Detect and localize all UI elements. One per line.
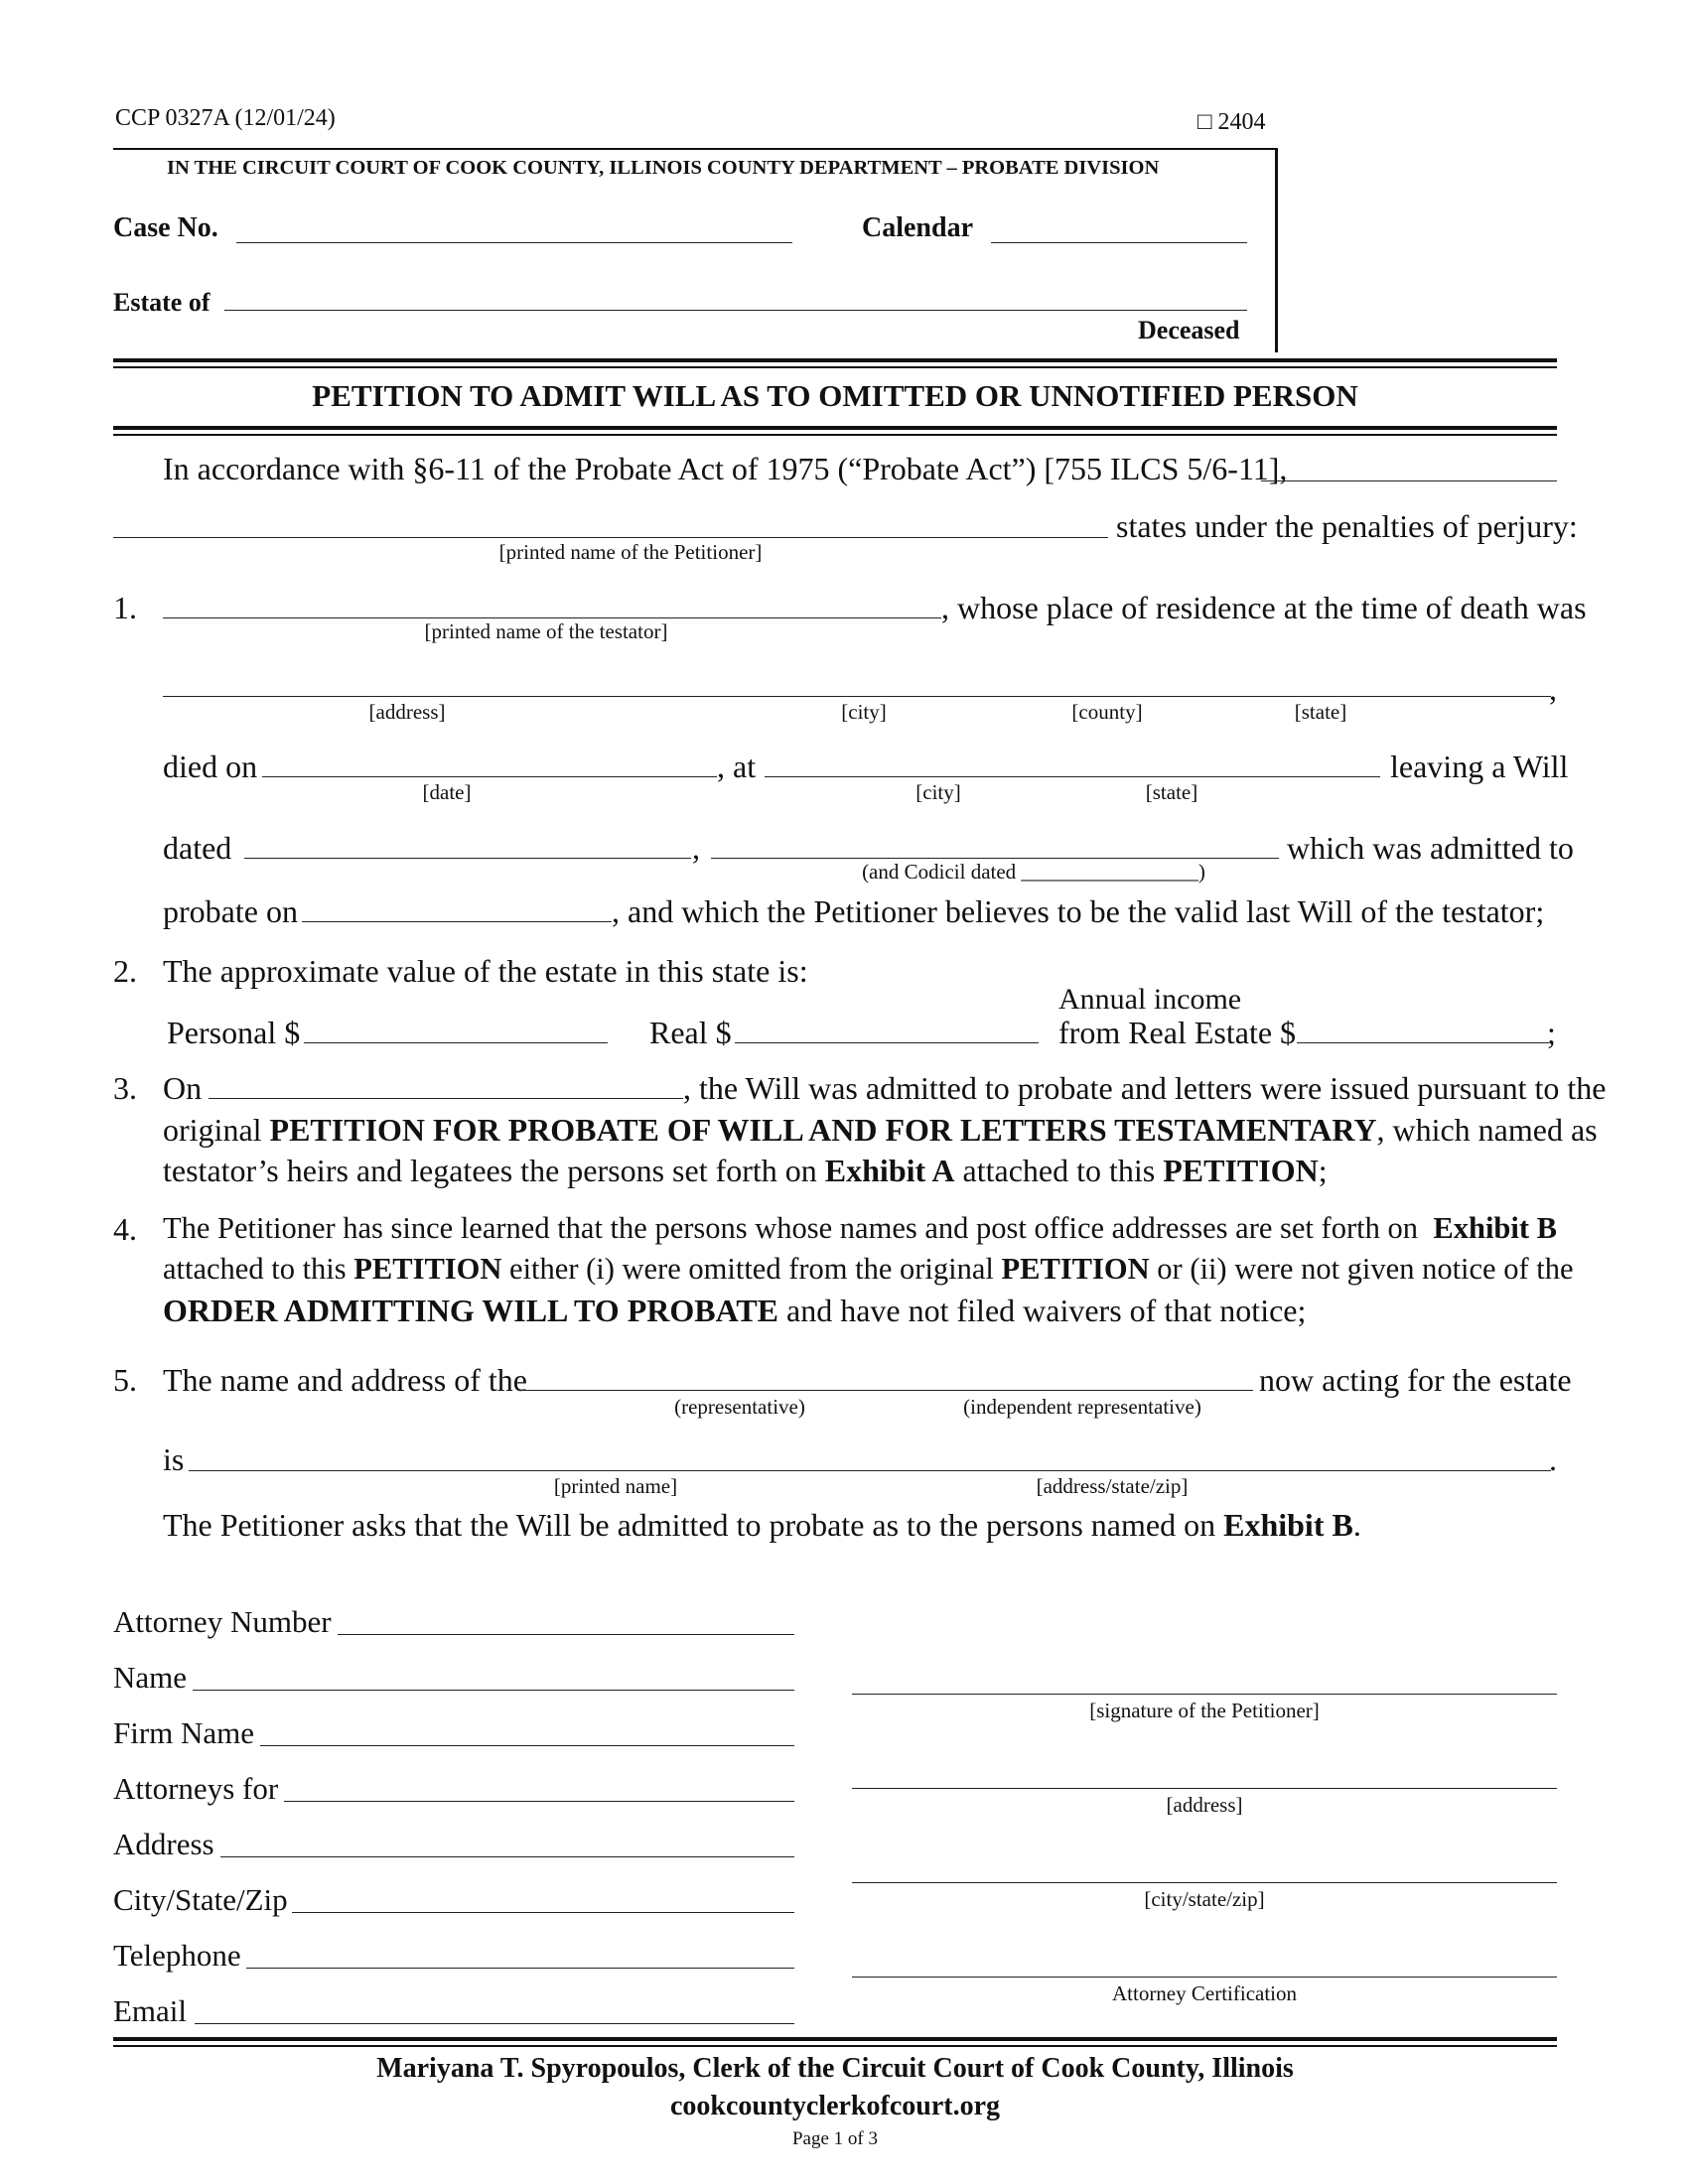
petitioner-name-input[interactable] [113,537,1108,538]
caption-petitioner: [printed name of the Petitioner] [498,540,763,564]
telephone-input[interactable] [246,1968,794,1969]
item3-line2: original PETITION FOR PROBATE OF WILL AND FOR LETTERS TESTAMENTARY , which named as [163,1112,1598,1148]
item3-on: On [163,1070,203,1106]
caption-state: [state] [1294,700,1347,724]
caption-date: [date] [422,780,472,804]
dated-comma: , [692,830,700,866]
caption-state-2: [state] [1145,780,1198,804]
item2-text: The approximate value of the estate in this state is: [163,953,808,989]
item5-text: The name and address of the [163,1362,527,1398]
caption-independent-representative: (independent representative) [963,1395,1201,1419]
attorney-name-input[interactable] [193,1690,794,1691]
caption-representative: (representative) [674,1395,805,1419]
header-box-right [1275,148,1278,352]
representative-name-address-input[interactable] [189,1470,1551,1471]
petitioner-city-input[interactable] [852,1882,1557,1883]
form-number [1197,109,1266,136]
annual-label-1: Annual income [1058,983,1242,1016]
item5-is: is [163,1441,185,1477]
admitted-label: which was admitted to [1287,830,1574,866]
item3-number: 3. [113,1070,137,1106]
header-box-top [113,148,1277,150]
caption-address: [address] [368,700,446,724]
form-code: CCP 0327A (12/01/24) [115,105,336,131]
attorney-city-input[interactable] [292,1912,794,1913]
codicil-input[interactable] [711,858,1279,859]
estate-input[interactable] [224,310,1247,311]
item4-line2: attached to this PETITION either (i) were omitted from the original PETITION or (ii) were not given notice of the [163,1252,1574,1286]
rule-bottom-thin [113,434,1557,436]
caption-signature: [signature of the Petitioner] [1089,1699,1320,1722]
attorneys-for-input[interactable] [284,1801,794,1802]
real-label: Real $ [649,1015,732,1050]
item3-line1: , the Will was admitted to probate and letters were issued pursuant to the [683,1070,1607,1106]
telephone-label: Telephone [113,1938,241,1973]
probate-on-label: probate on [163,893,298,929]
item1-number: 1. [113,590,137,625]
representative-type-input[interactable] [518,1390,1253,1391]
intro-suffix: states under the penalties of perjury: [1116,508,1578,544]
page-number: Page 1 of 3 [791,2128,878,2149]
petitioner-request: The Petitioner asks that the Will be admitted to probate as to the persons named on Exhibit B. [163,1507,1361,1543]
death-date-input[interactable] [262,776,717,777]
caption-codicil: (and Codicil dated _________________) [862,860,1205,884]
rule-top-thick [113,358,1557,362]
attorney-address-input[interactable] [220,1856,794,1857]
item5-number: 5. [113,1362,137,1398]
residence-address-input[interactable] [163,696,1551,697]
annual-income-input[interactable] [1297,1042,1549,1043]
form-number-label: 2404 [1217,109,1266,135]
personal-label: Personal $ [167,1015,301,1050]
form-number-checkbox[interactable]: □ [1197,109,1212,135]
caption-testator: [printed name of the testator] [424,619,668,643]
item4-line1: The Petitioner has since learned that the persons whose names and post office addresses are set forth on Exhibit B [163,1211,1557,1245]
attorney-certification-input[interactable] [852,1977,1557,1978]
case-no-label: Case No. [113,212,218,243]
item4-number: 4. [113,1211,137,1247]
calendar-input[interactable] [991,242,1247,243]
rule-top-thin [113,366,1557,368]
caption-attorney-certification: Attorney Certification [1111,1981,1298,2005]
item4-line3: ORDER ADMITTING WILL TO PROBATE and have not filed waivers of that notice; [163,1293,1307,1328]
estate-label: Estate of [113,288,211,317]
caption-city: [city] [841,700,887,724]
item1-residence-text: , whose place of residence at the time of death was [941,590,1587,625]
caption-city-2: [city] [915,780,961,804]
believes-text: , and which the Petitioner believes to be the valid last Will of the testator; [612,893,1545,929]
caption-petitioner-address: [address] [1166,1793,1243,1817]
caption-county: [county] [1071,700,1143,724]
attorney-number-input[interactable] [338,1634,794,1635]
annual-label-2: from Real Estate $ [1058,1015,1297,1050]
will-date-input[interactable] [244,858,691,859]
attorney-name-label: Name [113,1660,188,1695]
attorney-number-label: Attorney Number [113,1604,332,1639]
attorney-city-label: City/State/Zip [113,1882,288,1917]
clerk-name: Mariyana T. Spyropoulos, Clerk of the Circuit Court of Cook County, Illinois [376,2053,1294,2084]
attorneys-for-label: Attorneys for [113,1771,279,1806]
item5-period: . [1549,1441,1557,1477]
rule-bottom-thick [113,426,1557,430]
item1-comma: , [1549,671,1557,707]
item3-line3: testator’s heirs and legatees the persons set forth on Exhibit A attached to this PETITION; [163,1153,1328,1188]
died-on-label: died on [163,749,258,784]
page-title: PETITION TO ADMIT WILL AS TO OMITTED OR UNNOTIFIED PERSON [312,378,1358,413]
personal-value-input[interactable] [304,1042,608,1043]
footer-rule-thin [113,2045,1557,2047]
intro-text: In accordance with §6-11 of the Probate Act of 1975 (“Probate Act”) [755 ILCS 5/6-11], [163,451,1288,486]
item2-number: 2. [113,953,137,989]
clerk-website[interactable]: cookcountyclerkofcourt.org [669,2091,1001,2121]
case-no-input[interactable] [236,242,792,243]
admission-date-input[interactable] [209,1098,683,1099]
calendar-label: Calendar [862,212,973,243]
probate-date-input[interactable] [302,921,612,922]
footer-rule-thick [113,2037,1557,2041]
caption-printed-name: [printed name] [553,1474,678,1498]
deceased-label: Deceased [1138,316,1240,344]
death-place-input[interactable] [765,776,1380,777]
petitioner-address-input[interactable] [852,1788,1557,1789]
attorney-address-label: Address [113,1827,214,1861]
item5-suffix: now acting for the estate [1259,1362,1572,1398]
leaving-will-label: leaving a Will [1390,749,1569,784]
petitioner-signature-input[interactable] [852,1694,1557,1695]
caption-petitioner-city: [city/state/zip] [1144,1887,1265,1911]
at-label: , at [717,749,757,784]
firm-name-input[interactable] [260,1745,794,1746]
dated-label: dated [163,830,232,866]
real-value-input[interactable] [735,1042,1039,1043]
petitioner-name-input-a[interactable] [1261,480,1557,481]
firm-name-label: Firm Name [113,1715,255,1750]
caption-address-state-zip: [address/state/zip] [1036,1474,1189,1498]
email-input[interactable] [195,2023,794,2024]
item2-semicolon: ; [1547,1015,1556,1050]
testator-name-input[interactable] [163,617,941,618]
email-label: Email [113,1993,188,2028]
court-heading: IN THE CIRCUIT COURT OF COOK COUNTY, ILLINOIS COUNTY DEPARTMENT – PROBATE DIVISION [167,157,1160,179]
